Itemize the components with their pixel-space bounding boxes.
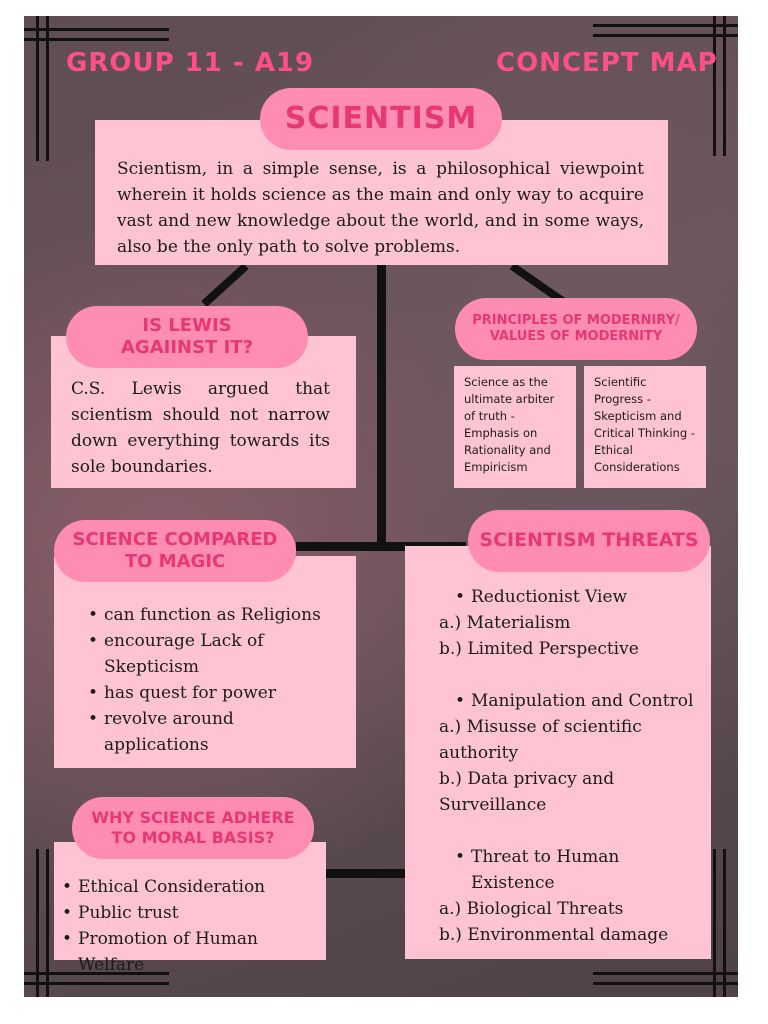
modernity-title-line1: PRINCIPLES OF MODERNIRY/ [472,312,680,328]
threat-item: b.) Limited Perspective [439,639,639,659]
threat-group-existence [439,844,701,948]
group-label: GROUP 11 - A19 [66,48,315,78]
connector-to-modernity [512,266,564,302]
threat-item: a.) Misusse of scientific authority [439,717,642,763]
threat-item: b.) Data privacy and Surveillance [439,769,615,815]
modernity-col2 [584,366,706,488]
connector-to-lewis [204,266,246,304]
concept-map-label: CONCEPT MAP [496,48,718,78]
corner-decoration-bottom-left-3 [24,982,169,985]
magic-title-line1: SCIENCE COMPARED [72,528,278,550]
magic-title [54,520,296,582]
definition-text: Scientism, in a simple sense, is a philosophical viewpoint wherein it holds science as the main and only way to acquire vast and new knowledge about the world, and in some ways, also be the only path to solve problems. [117,159,644,257]
list-item: • has quest for power [88,680,336,706]
threats-title-text: SCIENTISM THREATS [479,529,699,552]
modernity-col2-text: Scientific Progress - Skepticism and Critical Thinking - Ethical Considerations [594,375,695,474]
threat-heading: • Threat to Human Existence [455,847,620,893]
threat-group-reductionist [439,584,701,662]
lewis-title [66,306,308,368]
threats-title [468,510,710,572]
list-item: • Ethical Consideration [62,874,326,900]
moral-list [62,874,326,978]
scientism-title-text: SCIENTISM [284,101,478,137]
threat-heading: • Manipulation and Control [455,691,694,711]
threats-box [405,546,711,959]
magic-title-line2: TO MAGIC [124,551,226,572]
threat-item: b.) Environmental damage [439,925,669,945]
list-item: • revolve around applications [88,706,336,758]
list-item: • encourage Lack of Skepticism [88,628,336,680]
moral-title-line1: WHY SCIENCE ADHERE [91,808,295,827]
moral-box [54,842,326,975]
concept-map-poster [24,16,738,997]
lewis-text: C.S. Lewis argued that scientism should not narrow down everything towards its sole boundaries. [71,379,330,477]
list-item: • Promotion of Human Welfare [62,926,326,978]
corner-decoration-bottom-right-3 [593,982,738,985]
corner-decoration-bottom-right-4 [593,972,738,975]
list-item: • can function as Religions [88,602,336,628]
threat-item: a.) Materialism [439,613,571,633]
magic-box [54,556,356,768]
modernity-col1 [454,366,576,488]
modernity-title-line2: VALUES OF MODERNITY [489,329,663,344]
moral-title-line2: TO MORAL BASIS? [111,828,275,847]
threat-group-manipulation [439,688,701,818]
list-item: • Public trust [62,900,326,926]
moral-title [72,797,314,859]
modernity-title [455,298,697,360]
lewis-title-line2: AGAIINST IT? [120,337,254,358]
threat-heading: • Reductionist View [455,587,628,607]
connector-moral [324,869,406,878]
magic-list [88,602,336,758]
modernity-col1-text: Science as the ultimate arbiter of truth - Emphasis on Rationality and Empiricism [464,375,555,474]
lewis-title-line1: IS LEWIS [142,314,232,336]
scientism-title [260,88,502,150]
threat-item: a.) Biological Threats [439,899,624,919]
